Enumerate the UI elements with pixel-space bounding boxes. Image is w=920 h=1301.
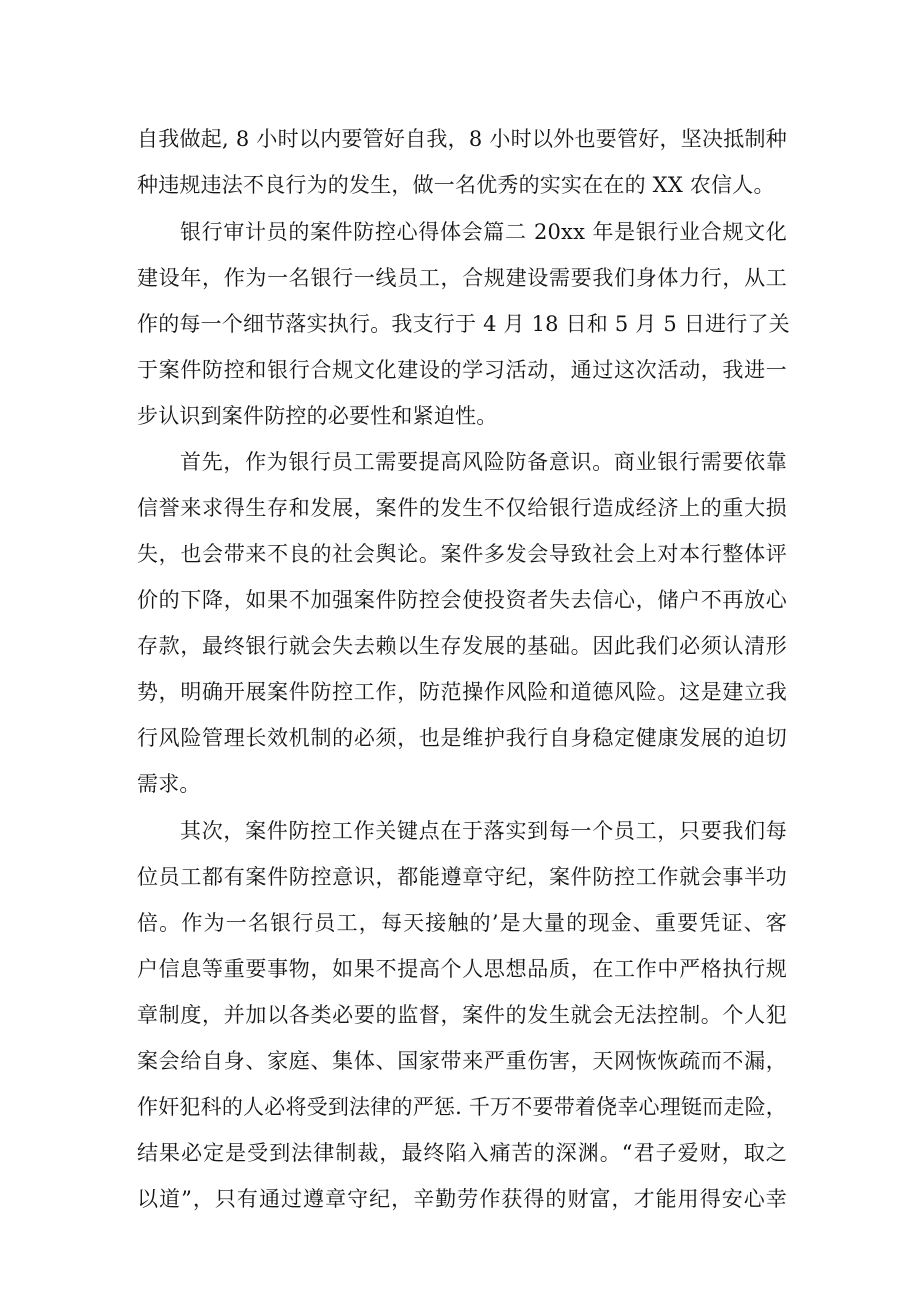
paragraph-first-line: 首先，作为银行员工需要提高风险防备意识。商业银行需要依靠: [180, 450, 787, 474]
text-line: 建设年，作为一名银行一线员工，合规建设需要我们身体力行，从工: [137, 266, 787, 290]
text-line: 章制度，并加以各类必要的监督，案件的发生就会无法控制。个人犯: [137, 1003, 787, 1027]
text-line: 结果必定是受到法律制裁，最终陷入痛苦的深渊。“君子爱财，取之: [137, 1141, 787, 1165]
text-line: 种违规违法不良行为的发生，做一名优秀的实实在在的 XX 农信人。: [137, 173, 775, 197]
text-line: 步认识到案件防控的必要性和紧迫性。: [137, 404, 498, 428]
text-line: 以道”，只有通过遵章守纪，辛勤劳作获得的财富，才能用得安心幸: [137, 1187, 787, 1211]
text-line: 案会给自身、家庭、集体、国家带来严重伤害，天网恢恢疏而不漏，: [137, 1049, 787, 1073]
text-line: 于案件防控和银行合规文化建设的学习活动，通过这次活动，我进一: [137, 358, 787, 382]
text-line: 作的每一个细节落实执行。我支行于 4 月 18 日和 5 月 5 日进行了关: [137, 312, 790, 336]
text-line: 价的下降，如果不加强案件防控会使投资者失去信心，储户不再放心: [137, 588, 787, 612]
text-line: 行风险管理长效机制的必须，也是维护我行自身稳定健康发展的迫切: [137, 726, 787, 750]
text-line: 存款，最终银行就会失去赖以生存发展的基础。因此我们必须认清形: [137, 634, 787, 658]
text-line: 势，明确开展案件防控工作，防范操作风险和道德风险。这是建立我: [137, 680, 787, 704]
text-line: 失，也会带来不良的社会舆论。案件多发会导致社会上对本行整体评: [137, 542, 787, 566]
paragraph-first-line: 银行审计员的案件防控心得体会篇二 20xx 年是银行业合规文化: [180, 220, 787, 244]
text-line: 自我做起, 8 小时以内要管好自我，8 小时以外也要管好，坚决抵制种: [137, 127, 787, 151]
text-line: 户信息等重要事物，如果不提高个人思想品质，在工作中严格执行规: [137, 957, 787, 981]
text-line: 位员工都有案件防控意识，都能遵章守纪，案件防控工作就会事半功: [137, 865, 787, 889]
text-line: 信誉来求得生存和发展，案件的发生不仅给银行造成经济上的重大损: [137, 496, 787, 520]
paragraph-first-line: 其次，案件防控工作关键点在于落实到每一个员工，只要我们每: [180, 819, 787, 843]
text-line: 倍。作为一名银行员工，每天接触的’是大量的现金、重要凭证、客: [137, 911, 787, 935]
text-line: 需求。: [137, 772, 201, 796]
text-line: 作奸犯科的人必将受到法律的严惩. 千万不要带着侥幸心理铤而走险，: [137, 1095, 787, 1119]
